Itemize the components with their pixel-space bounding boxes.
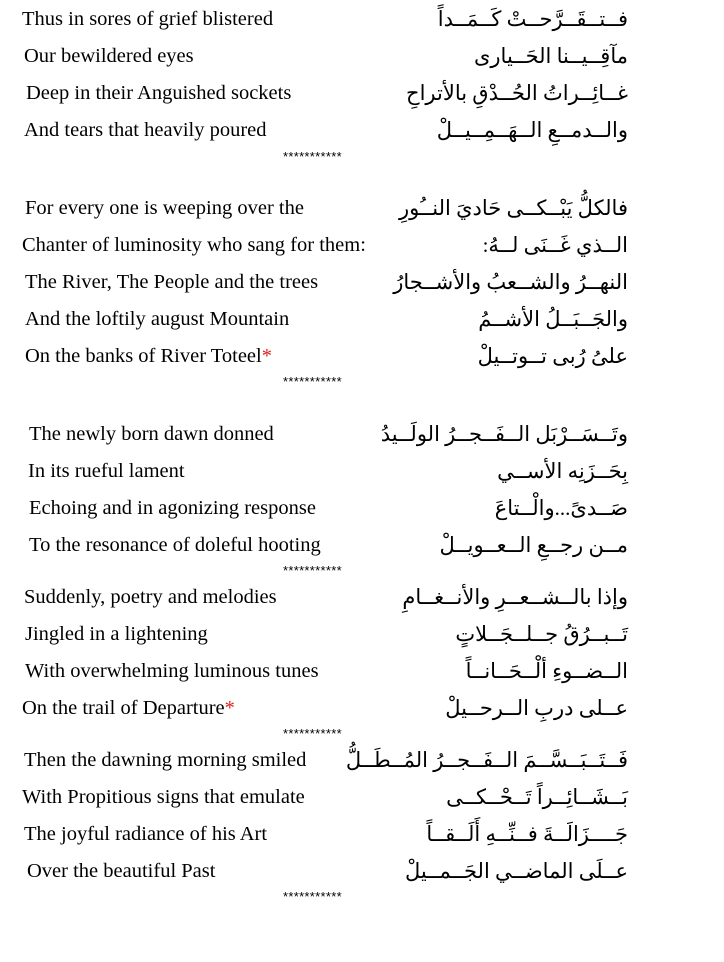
ar-line: وتَــسَــرْبَل الــفَــجــرُ الولَــيدُ	[380, 422, 628, 446]
en-line: Then the dawning morning smiled	[24, 749, 307, 771]
footnote-asterisk: *	[261, 345, 272, 367]
ar-line: غــائِــراتُ الحُــدْقِ بالأتراحِ	[406, 81, 628, 105]
en-line: Deep in their Anguished sockets	[26, 82, 292, 104]
en-line: With overwhelming luminous tunes	[25, 660, 319, 682]
en-line: On the trail of Departure*	[22, 697, 235, 719]
en-line: Over the beautiful Past	[27, 860, 216, 882]
ar-line: بِحَــزَنِه الأســي	[497, 459, 628, 483]
ar-line: فــتــقَــرَّحــتْ كَــمَــداً	[437, 7, 628, 31]
ar-line: عــلى دربِ الــرحــيلْ	[445, 696, 628, 720]
ar-line: النهــرُ والشــعبُ والأشــجارُ	[393, 270, 628, 294]
ar-line: الــضــوءِ ألْــحَــانــاً	[465, 659, 628, 683]
en-line: To the resonance of doleful hooting	[29, 534, 321, 556]
ar-line: عــلَى الماضــي الجَــمــيلْ	[405, 859, 628, 883]
en-line: And the loftily august Mountain	[25, 308, 290, 330]
ar-line: مآقِــيــنا الحَــيارى	[473, 44, 628, 68]
en-line: For every one is weeping over the	[25, 197, 304, 219]
ar-line: وإذا بالــشــعــرِ والأنــغــامِ	[402, 585, 628, 609]
en-line: The newly born dawn donned	[29, 423, 274, 445]
ar-line: والجَــبَــلُ الأشــمُ	[478, 307, 628, 331]
stanza-separator: ***********	[283, 726, 342, 741]
en-line: Our bewildered eyes	[24, 45, 194, 67]
ar-line: تَــبــرُقُ جــلــجَــلاتٍ	[455, 622, 628, 646]
en-line: Suddenly, poetry and melodies	[24, 586, 277, 608]
ar-line: جَــــزَالَــةَ فــنِّــهِ أَلَــقــاً	[426, 822, 628, 846]
ar-line: علىُ رُبى تــوتــيلْ	[477, 344, 628, 368]
en-line: With Propitious signs that emulate	[22, 786, 305, 808]
ar-line: فَــتَــبَــسَّــمَ الــفَــجــرُ المُــطَــلُّ	[345, 748, 628, 772]
en-line: Thus in sores of grief blistered	[22, 8, 274, 30]
en-line: On the banks of River Toteel*	[25, 345, 272, 367]
en-line: And tears that heavily poured	[24, 119, 267, 141]
en-line: The River, The People and the trees	[25, 271, 319, 293]
stanza-separator: ***********	[283, 374, 342, 389]
ar-line: بَــشَــائِــراً تَــحْــكــى	[446, 785, 628, 809]
stanza-separator: ***********	[283, 563, 342, 578]
stanza-separator: ***********	[283, 149, 342, 164]
en-line: Echoing and in agonizing response	[29, 497, 316, 519]
ar-line: مــن رجــعِ الــعــويــلْ	[439, 533, 628, 557]
ar-line: فالكلُّ يَبْــكــى حَاديَ النــُورِ	[398, 196, 628, 220]
ar-line: والــدمــعِ الــهَــمِــيــلْ	[436, 118, 628, 142]
en-line: Jingled in a lightening	[25, 623, 208, 645]
en-line: In its rueful lament	[28, 460, 185, 482]
ar-line: صَــدىً...والْــتاعَ	[494, 496, 628, 520]
stanza-separator: ***********	[283, 889, 342, 904]
footnote-asterisk: *	[224, 697, 235, 719]
en-line: The joyful radiance of his Art	[24, 823, 268, 845]
en-line: Chanter of luminosity who sang for them:	[22, 234, 366, 256]
ar-line: الــذي غَــنَى لــهُ:	[482, 233, 628, 257]
